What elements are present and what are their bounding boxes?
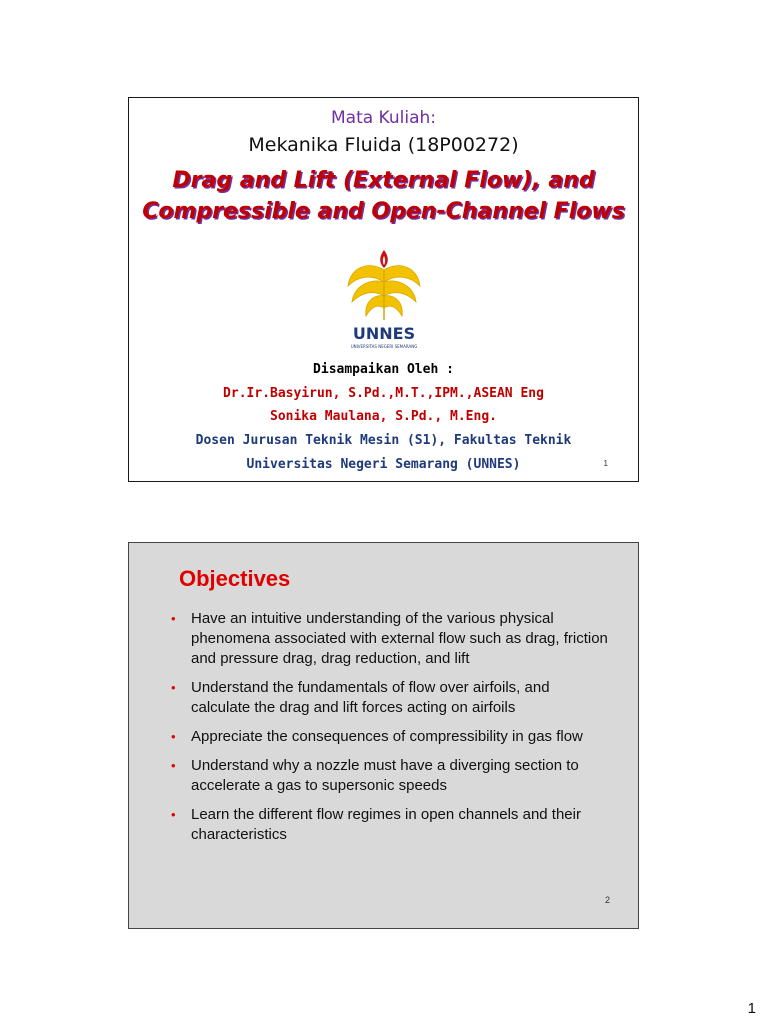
slide-2-page-number: 2	[604, 895, 610, 905]
author-2: Sonika Maulana, S.Pd., M.Eng.	[270, 409, 497, 424]
lecture-title-line-2: Compressible and Open-Channel Flows	[142, 199, 625, 224]
slide-1	[128, 97, 639, 482]
bullet-icon: •	[171, 807, 176, 822]
objective-text: Understand the fundamentals of flow over airfoils, and calculate the drag and lift forces acting on airfoils	[191, 679, 550, 716]
unnes-logo	[338, 246, 430, 354]
sheet-page-number: 1	[747, 1000, 756, 1017]
bullet-icon: •	[171, 680, 176, 695]
department: Dosen Jurusan Teknik Mesin (S1), Fakultas Teknik	[195, 433, 572, 448]
lecture-title-line-1: Drag and Lift (External Flow), and	[172, 168, 595, 193]
course-label: Mata Kuliah:	[330, 108, 436, 128]
objective-text: Understand why a nozzle must have a diverging section to accelerate a gas to supersonic speeds	[191, 757, 579, 794]
bullet-icon: •	[171, 611, 176, 626]
objective-item	[169, 727, 609, 747]
university: Universitas Negeri Semarang (UNNES)	[246, 457, 521, 472]
bullet-icon: •	[171, 729, 176, 744]
course-title: Mekanika Fluida (18P00272)	[248, 134, 519, 156]
logo-subtitle: UNIVERSITAS NEGERI SEMARANG	[350, 344, 418, 349]
author-1: Dr.Ir.Basyirun, S.Pd.,M.T.,IPM.,ASEAN Eng	[223, 386, 544, 401]
objective-item	[169, 805, 609, 845]
objective-text: Learn the different flow regimes in open channels and their characteristics	[191, 806, 581, 843]
bullet-icon: •	[171, 758, 176, 773]
objectives-list	[169, 609, 609, 854]
objective-item	[169, 756, 609, 796]
objective-text: Have an intuitive understanding of the various physical phenomena associated with external flow such as drag, friction and pressure drag, drag reduction, and lift	[191, 610, 608, 667]
presented-by-label: Disampaikan Oleh :	[313, 362, 454, 377]
objective-text: Appreciate the consequences of compressibility in gas flow	[191, 728, 583, 745]
slide-1-page-number: 1	[603, 459, 608, 468]
slide-2	[128, 542, 639, 929]
objectives-title: Objectives	[179, 566, 291, 591]
logo-text: UNNES	[352, 324, 416, 343]
objective-item	[169, 678, 609, 718]
unnes-emblem-icon	[338, 246, 430, 326]
objective-item	[169, 609, 609, 669]
